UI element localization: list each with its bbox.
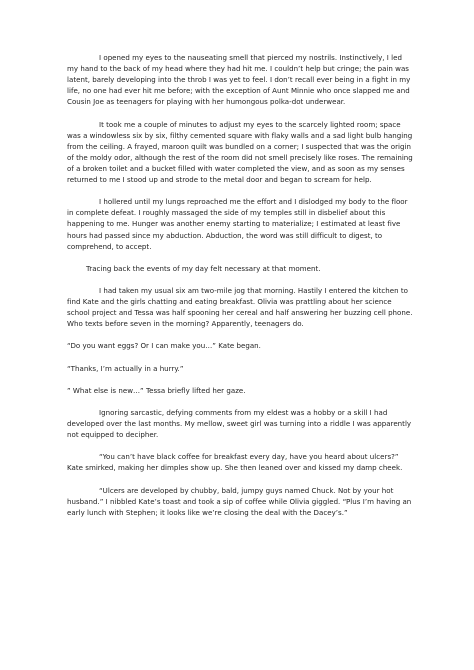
story-text: [67, 52, 413, 518]
paragraph: “You can’t have black coffee for breakfast every day, have you heard about ulcers?” Kate smirked, making her dimples show up. She then leaned over and kissed my damp cheek.: [67, 452, 403, 473]
paragraph: Ignoring sarcastic, defying comments from my eldest was a hobby or a skill I had developed over the last months. My mellow, sweet girl was turning into a riddle I was apparently not equipped to decipher.: [67, 408, 412, 440]
paragraph: “Ulcers are developed by chubby, bald, jumpy guys named Chuck. Not by your hot husband.” I nibbled Kate’s toast and took a sip of coffee while Olivia giggled. “Plus I’m having an early lunch with Stephen; it looks like we’re closing the deal with the Dacey’s.”: [67, 485, 412, 517]
paragraph: I opened my eyes to the nauseating smell that pierced my nostrils. Instinctively, I led my hand to the back of my head where they had hit me. I couldn’t help but cringe; the pain was latent, barely developing into the throb I was yet to feel. I don’t recall ever being in a fight in my life, no one had ever hit me before; with the exception of Aunt Minnie who once slapped me and Cousin Joe as teenagers for playing with her humongous polka-dot underwear.: [67, 53, 411, 107]
paragraph: Tracing back the events of my day felt necessary at that moment.: [86, 263, 321, 273]
paragraph: I had taken my usual six am two-mile jog that morning. Hastily I entered the kitchen to find Kate and the girls chatting and eating breakfast. Olivia was prattling about her science school project and Tessa was half spooning her cereal and half answering her buzzing cell phone. Who texts before seven in the morning? Apparently, teenagers do.: [67, 285, 413, 329]
paragraph: I hollered until my lungs reproached me the effort and I dislodged my body to the floor in complete defeat. I roughly massaged the side of my temples still in disbelief about this happening to me. Hunger was another enemy starting to materialize; I estimated at least five hours had passed since my abduction. Abduction, the word was still difficult to digest, to comprehend, to accept.: [67, 197, 408, 251]
dialogue-line: ” What else is new…” Tessa briefly lifted her gaze.: [67, 385, 246, 395]
dialogue-line: “Thanks, I’m actually in a hurry.”: [67, 363, 184, 373]
dialogue-line: “Do you want eggs? Or I can make you…” Kate began.: [67, 341, 261, 351]
paragraph: It took me a couple of minutes to adjust my eyes to the scarcely lighted room; space was a windowless six by six, filthy cemented square with flaky walls and a sad light bulb hanging from the ceiling. A frayed, maroon quilt was bundled on a corner; I suspected that was the origin of the moldy odor, although the rest of the room did not smell precisely like roses. The remaining of a broken toilet and a bucket filled with water completed the view, and as soon as my senses returned to me I stood up and strode to the metal door and began to scream for help.: [67, 119, 413, 185]
